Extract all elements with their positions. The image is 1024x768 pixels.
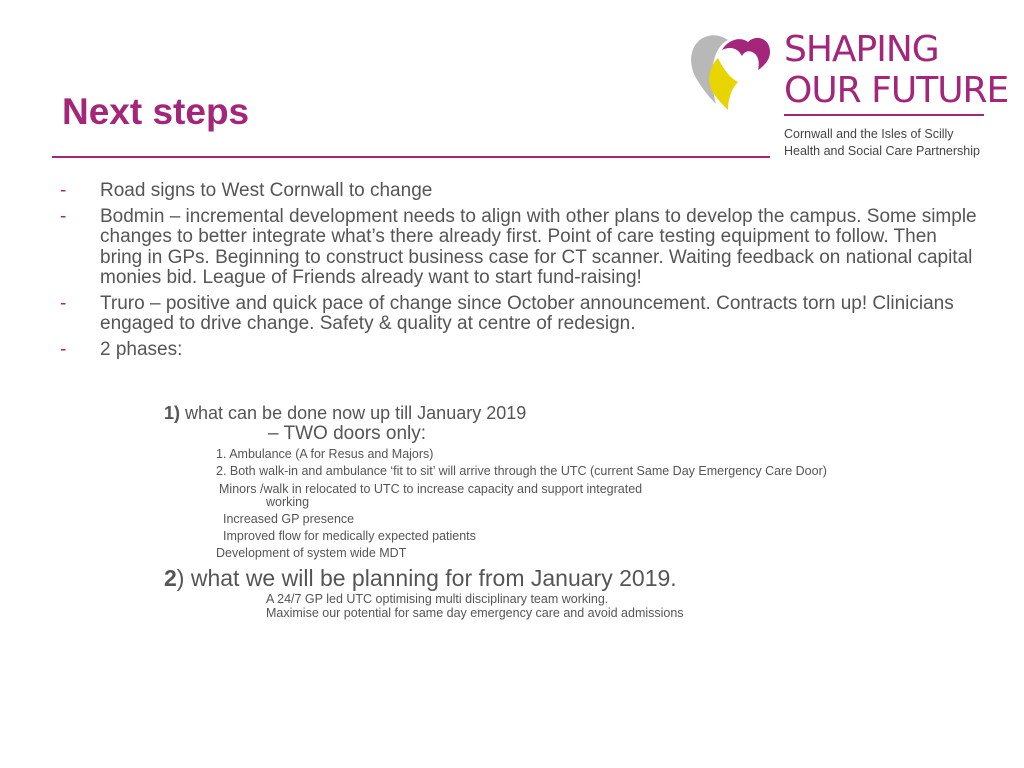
- phase1-heading-text: what can be done now up till January 2019: [180, 403, 527, 423]
- bullet-text: Road signs to West Cornwall to change: [100, 180, 433, 201]
- phase2-item: A 24/7 GP led UTC optimising multi disciplinary team working.: [266, 592, 609, 606]
- bullet-dash: -: [60, 292, 67, 314]
- logo-text-shaping: SHAPING: [784, 29, 939, 70]
- bullet-dash: -: [60, 338, 67, 360]
- bullet-list: [60, 181, 980, 365]
- title-divider: [52, 156, 770, 158]
- bullet-text: 2 phases:: [100, 338, 183, 360]
- phase1-item: Increased GP presence: [223, 512, 355, 526]
- phase1-heading: [164, 403, 526, 423]
- bullet-item: [60, 294, 980, 335]
- phase2-heading: [164, 565, 677, 591]
- phase2-item: Maximise our potential for same day emergency care and avoid admissions: [266, 606, 684, 620]
- phase2-number: 2: [164, 565, 177, 591]
- logo-subtitle-region: Cornwall and the Isles of Scilly: [784, 127, 954, 141]
- phase1-item: Improved flow for medically expected patients: [223, 529, 476, 543]
- bullet-text: Bodmin – incremental development needs to align with other plans to develop the campus. Some simple changes to better integrate what’s there already first. Point of care testing equipment to follow. Then bring in GPs. Beginning to construct business case for CT scanner. Waiting feedback on national capital monies bid. League of Friends already want to start fund-raising!: [100, 205, 977, 288]
- phase1-item: Development of system wide MDT: [216, 546, 407, 560]
- bullet-text: Truro – positive and quick pace of change since October announcement. Contracts torn up! Clinicians engaged to drive change. Safety & quality at centre of redesign.: [100, 292, 954, 334]
- phase1-item: 1. Ambulance (A for Resus and Majors): [216, 447, 434, 461]
- bullet-dash: -: [60, 180, 67, 201]
- phase1-subheading: – TWO doors only:: [268, 423, 427, 444]
- logo-text-our-future: OUR FUTURE: [784, 70, 1009, 111]
- bullet-item: [60, 340, 980, 361]
- shaping-our-future-logo: [688, 28, 1008, 164]
- page-title: Next steps: [62, 91, 250, 132]
- phase1-item: 2. Both walk-in and ambulance ‘fit to sit’ will arrive through the UTC (current Same Day Emergency Care Door): [216, 464, 827, 478]
- bullet-item: [60, 207, 980, 289]
- bullet-item: [60, 181, 980, 202]
- logo-subtitle-partnership: Health and Social Care Partnership: [784, 144, 980, 158]
- bullet-dash: -: [60, 205, 67, 227]
- logo-divider: [784, 114, 984, 116]
- heart-logo-icon: [688, 30, 772, 112]
- phase1-number: 1): [164, 403, 181, 423]
- phase1-item: Minors /walk in relocated to UTC to increase capacity and support integrated: [219, 482, 643, 496]
- phase2-heading-text: ) what we will be planning for from January 2019.: [176, 565, 677, 591]
- phase1-item: working: [266, 495, 310, 509]
